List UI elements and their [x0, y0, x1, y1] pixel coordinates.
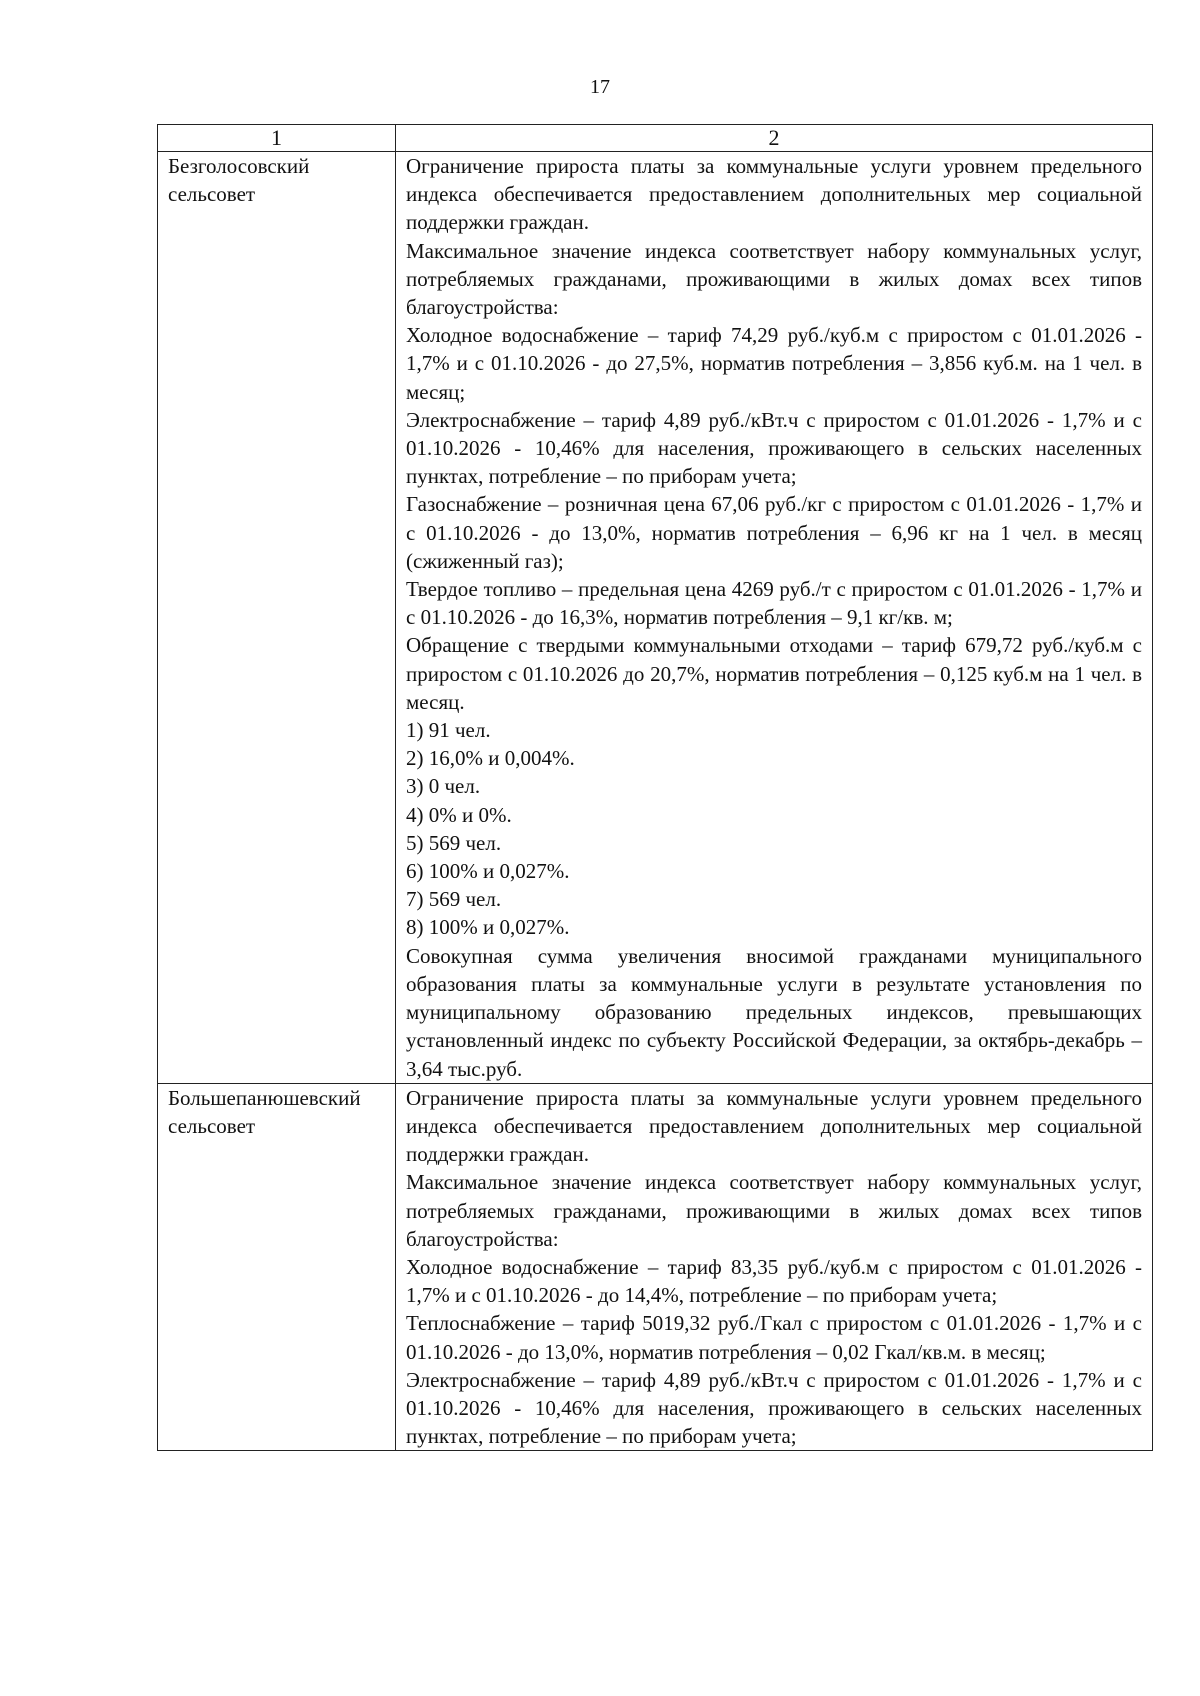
paragraph: Теплоснабжение – тариф 5019,32 руб./Гкал с приростом с 01.01.2026 - 1,7% и с 01.10.2026 - до 13,0%, норматив потребления – 0,02 Гкал/кв.м. в месяц;: [406, 1311, 1142, 1364]
paragraph: Электроснабжение – тариф 4,89 руб./кВт.ч с приростом с 01.01.2026 - 1,7% и с 01.10.2026 - 10,46% для населения, проживающего в сельских населенных пунктах, потребление – по приборам учета;: [406, 407, 1142, 489]
paragraph: Ограничение прироста платы за коммунальные услуги уровнем предельного индекса обеспечивается предоставлением дополнительных мер социальной поддержки граждан.: [406, 1085, 1142, 1167]
region-cell: [158, 152, 396, 1084]
region-name-line: Большепанюшевский: [168, 1085, 361, 1110]
list-item: 2) 16,0% и 0,004%.: [406, 746, 575, 771]
paragraph: Газоснабжение – розничная цена 67,06 руб./кг с приростом с 01.01.2026 - 1,7% и с 01.10.2026 - до 13,0%, норматив потребления – 6,96 кг на 1 чел. в месяц (сжиженный газ);: [406, 492, 1142, 573]
paragraph: Ограничение прироста платы за коммунальные услуги уровнем предельного индекса обеспечивается предоставлением дополнительных мер социальной поддержки граждан.: [406, 154, 1142, 235]
list-item: 3) 0 чел.: [406, 774, 481, 799]
column-header-2: 2: [396, 125, 1153, 152]
column-header-1: 1: [158, 125, 396, 152]
region-name-line: сельсовет: [168, 1113, 256, 1138]
table-row: [158, 1083, 1153, 1451]
paragraph: Максимальное значение индекса соответствует набору коммунальных услуг, потребляемых гражданами, проживающими в жилых домах всех типов благоустройства:: [406, 238, 1142, 320]
paragraph: Холодное водоснабжение – тариф 83,35 руб./куб.м с приростом с 01.01.2026 - 1,7% и с 01.10.2026 - до 14,4%, потребление – по приборам учета;: [406, 1254, 1142, 1308]
list-item: 7) 569 чел.: [406, 887, 502, 912]
paragraph: Холодное водоснабжение – тариф 74,29 руб./куб.м с приростом с 01.01.2026 - 1,7% и с 01.10.2026 - до 27,5%, норматив потребления – 3,856 куб.м. на 1 чел. в месяц;: [406, 323, 1142, 404]
list-item: 5) 569 чел.: [406, 830, 502, 855]
list-item: 4) 0% и 0%.: [406, 802, 512, 827]
municipal-index-table: [157, 124, 1153, 1451]
paragraph: Электроснабжение – тариф 4,89 руб./кВт.ч с приростом с 01.01.2026 - 1,7% и с 01.10.2026 - 10,46% для населения, проживающего в сельских населенных пунктах, потребление – по приборам учета;: [406, 1367, 1142, 1449]
description-cell: [396, 1083, 1153, 1451]
list-item: 1) 91 чел.: [406, 718, 491, 743]
page-number: 17: [590, 76, 610, 98]
closing-paragraph: Совокупная сумма увеличения вносимой гражданами муниципального образования платы за коммунальные услуги в результате установления по муниципальному образованию предельных индексов, превышающих установленный индекс по субъекту Российской Федерации, за октябрь-декабрь – 3,64 тыс.руб.: [406, 943, 1142, 1081]
paragraph: Обращение с твердыми коммунальными отходами – тариф 679,72 руб./куб.м с приростом с 01.10.2026 до 20,7%, норматив потребления – 0,125 куб.м на 1 чел. в месяц.: [406, 633, 1142, 714]
paragraph: Твердое топливо – предельная цена 4269 руб./т с приростом с 01.01.2026 - 1,7% и с 01.10.2026 - до 16,3%, норматив потребления – 9,1 кг/кв. м;: [406, 577, 1142, 630]
list-item: 8) 100% и 0,027%.: [406, 915, 570, 940]
description-cell: [396, 152, 1153, 1084]
region-cell: [158, 1083, 396, 1451]
paragraph: Максимальное значение индекса соответствует набору коммунальных услуг, потребляемых гражданами, проживающими в жилых домах всех типов благоустройства:: [406, 1170, 1142, 1251]
table-row: [158, 152, 1153, 1084]
table-header-row: [158, 125, 1153, 152]
region-name-line: Безголосовский: [168, 154, 310, 178]
region-name-line: сельсовет: [168, 182, 256, 207]
list-item: 6) 100% и 0,027%.: [406, 859, 570, 884]
